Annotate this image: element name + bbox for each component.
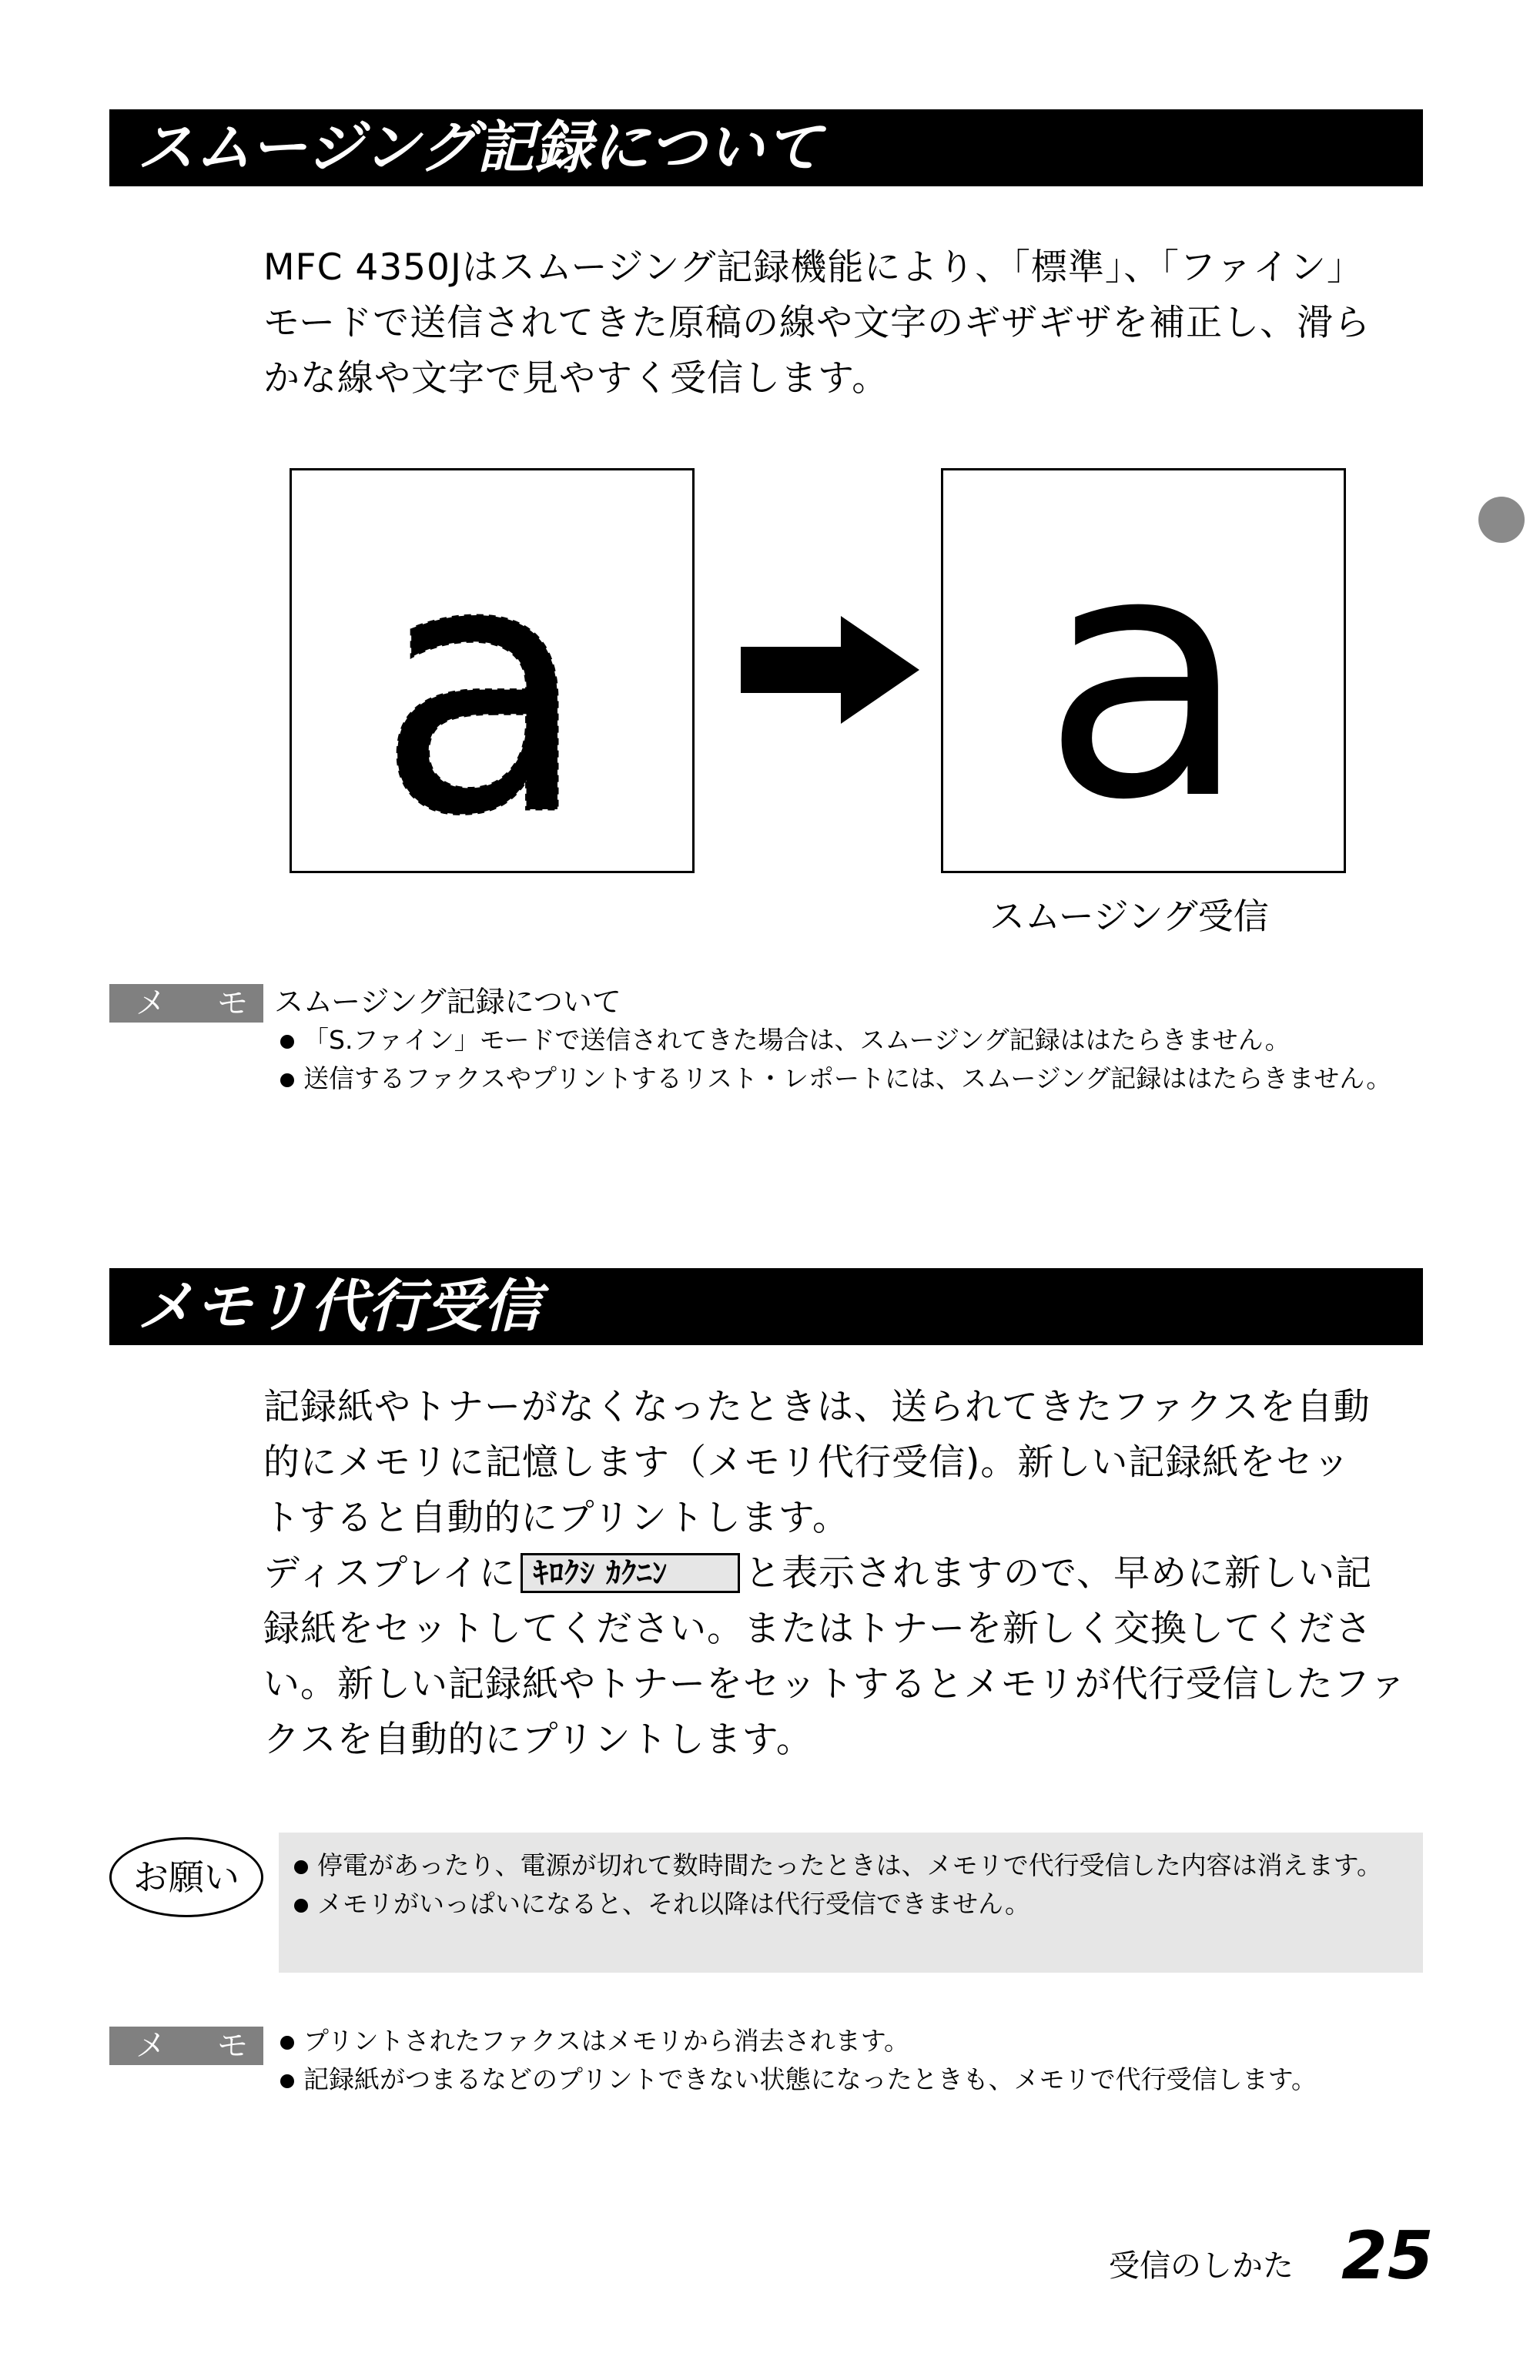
list-item: プリントされたファクスはメモリから消去されます。 [279,2022,1426,2060]
notice-box [279,1833,1423,1973]
list-item: メモリがいっぱいになると、それ以降は代行受信できません。 [293,1885,1409,1923]
jagged-letter-image [292,470,692,871]
smoothing-description [263,240,1428,407]
body-line: 録紙をセットしてください。またはトナーを新しく交換してくださ [263,1608,1372,1650]
section-heading-bar [109,109,1423,186]
list-item: 記録紙がつまるなどのプリントできない状態になったときも、メモリで代行受信します。 [279,2060,1426,2099]
body-line: 記録紙やトナーがなくなったときは、送られてきたファクスを自動 [263,1386,1371,1428]
footer-chapter-label: 受信のしかた [1109,2248,1294,2284]
body-line: クスを自動的にプリントします。 [263,1719,813,1761]
lcd-message: ｷﾛｸｼ ｶｸﾆﾝ [521,1553,740,1593]
memo-tag-char: メ [136,2028,166,2064]
arrow-right-icon [741,616,926,724]
memo-tag-char: モ [217,986,248,1021]
memory-reception-description [263,1380,1428,1768]
section-heading-bar [109,1268,1423,1345]
notice-list [293,1846,1409,1923]
smooth-letter-image [943,470,1344,871]
section-heading-smoothing: スムージング記録について [137,115,823,181]
display-suffix: と表示されますので、早めに新しい記 [745,1552,1373,1595]
memo-tag [109,984,263,1023]
chapter-tab-marker [1478,497,1525,543]
smooth-letter-frame [941,468,1346,873]
jagged-letter-glyph: a [377,488,589,871]
memo-title: スムージング記録について [274,985,621,1019]
body-line: 的にメモリに記憶します（メモリ代行受信)。新しい記録紙をセッ [263,1441,1351,1484]
memo-list [279,1021,1426,1098]
body-line: トすると自動的にプリントします。 [263,1497,849,1539]
body-line: モードで送信されてきた原稿の線や文字のギザギザを補正し、滑ら [263,302,1371,344]
jagged-letter-frame [290,468,695,873]
memo-tag-char: メ [136,986,166,1021]
smooth-letter-glyph: a [1041,480,1249,871]
list-item: 停電があったり、電源が切れて数時間たったときは、メモリで代行受信した内容は消えます。 [293,1846,1409,1885]
body-line: かな線や文字で見やすく受信します。 [263,357,889,400]
body-line: MFC 4350Jはスムージング記録機能により、「標準」、「ファイン」 [263,246,1364,289]
notice-label: お願い [109,1837,263,1917]
page-number: 25 [1341,2218,1434,2295]
list-item: 「S.ファイン」モードで送信されてきた場合は、スムージング記録ははたらきません。 [279,1021,1426,1059]
memo-list [279,2022,1426,2099]
body-line: い。新しい記録紙やトナーをセットするとメモリが代行受信したファ [263,1663,1407,1705]
memo-tag [109,2027,263,2065]
body-line-with-display [263,1546,1428,1602]
memo-tag-char: モ [217,2028,248,2064]
list-item: 送信するファクスやプリントするリスト・レポートには、スムージング記録ははたらきません。 [279,1059,1426,1098]
section-heading-memory-reception: メモリ代行受信 [137,1274,541,1340]
display-prefix: ディスプレイに [263,1552,517,1595]
smoothing-caption: スムージング受信 [989,895,1269,937]
